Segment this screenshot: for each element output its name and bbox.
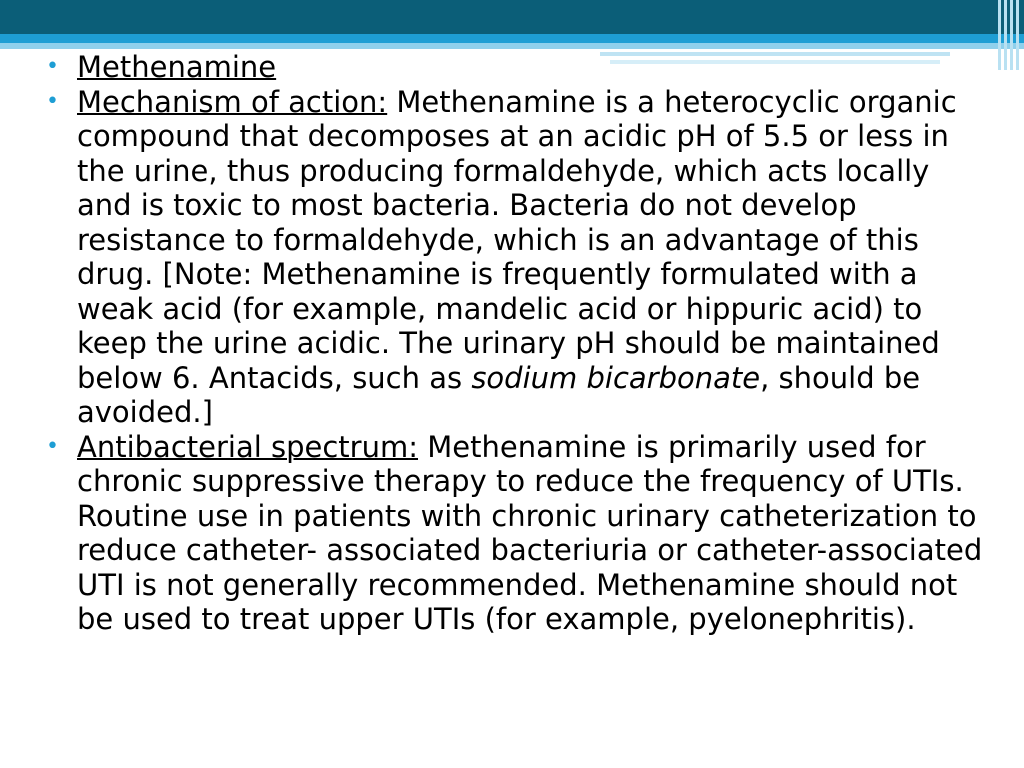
bullet-antibacterial-spectrum [46,430,991,637]
bullet-heading: Antibacterial spectrum: [77,429,419,464]
bullet-methenamine [46,50,991,85]
header-band-mid [0,34,1024,43]
bullet-heading: Mechanism of action: [77,84,388,119]
bullet-text: Methenamine is a heterocyclic organic compound that decomposes at an acidic pH of 5.5 or less in the urine, thus producing formaldehyde, which acts locally and is toxic to most bacteria. Bacteria do not develop resistance to formaldehyde, which is an advantage of this drug. [Note: Methenamine is frequently formulated with a weak acid (for example, mandelic acid or hippuric acid) to keep the urine acidic. The urinary pH should be maintained below 6. Antacids, such as [77,84,957,395]
header-band-dark [0,0,1024,34]
header-band-light [0,43,1024,49]
bullet-mechanism-of-action [46,85,991,430]
bullet-text: , should be avoided.] [77,360,921,429]
bullet-heading: Methenamine [77,50,277,84]
header-vertical-bars [996,0,1024,70]
slide-content [46,50,991,637]
bullet-text: Methenamine is primarily used for chronic suppressive therapy to reduce the frequency of UTIs. Routine use in patients with chronic urinary catheterization to reduce catheter- associated bacteriuria or catheter-associated UTI is not generally recommended. Methenamine should not be used to treat upper UTIs (for example, pyelonephritis). [77,429,983,636]
drug-name: sodium bicarbonate [471,360,761,395]
